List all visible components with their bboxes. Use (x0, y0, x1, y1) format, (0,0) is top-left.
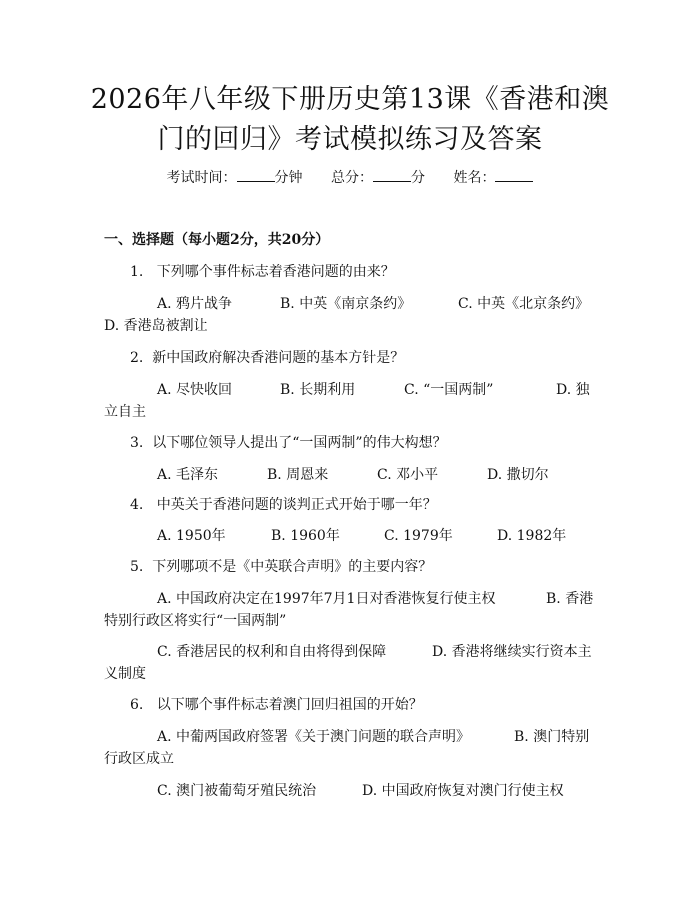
exam-meta (0, 168, 700, 188)
question-text: 下列哪个事件标志着香港问题的由来？ (156, 264, 395, 280)
q4-option-c: C. 1979年 (384, 528, 453, 544)
exam-time-blank[interactable] (237, 168, 275, 182)
q4-option-a: A. 1950年 (157, 528, 226, 544)
total-score-label: 总分： (331, 170, 373, 186)
q5-option-c: C. 香港居民的权利和自由将得到保障 (157, 644, 387, 660)
question-1 (130, 262, 395, 282)
q2-option-c: C. “一国两制” (404, 382, 494, 398)
q4-option-d: D. 1982年 (497, 528, 567, 544)
student-name-blank[interactable] (495, 168, 533, 182)
question-number: 3. (130, 435, 144, 451)
question-text: 以下哪个事件标志着澳门回归祖国的开始？ (156, 697, 423, 713)
q5-option-b: B. 香港 (546, 591, 594, 607)
q1-option-c: C. 中英《北京条约》 (458, 296, 590, 312)
q5-option-a: A. 中国政府决定在1997年7月1日对香港恢复行使主权 (157, 591, 496, 607)
question-3 (130, 433, 447, 453)
q3-option-b: B. 周恩来 (267, 467, 329, 483)
total-score-blank[interactable] (373, 168, 411, 182)
exam-time-unit: 分钟 (274, 170, 303, 186)
q5-option-d: D. 香港将继续实行资本主 (432, 644, 592, 660)
q2-option-d: D. 独 (556, 382, 590, 398)
q3-option-c: C. 邓小平 (377, 467, 439, 483)
question-5 (130, 557, 432, 577)
q2-option-b: B. 长期利用 (280, 382, 356, 398)
total-score-field (331, 170, 425, 186)
q1-option-b: B. 中英《南京条约》 (280, 296, 412, 312)
exam-time-field (167, 170, 303, 186)
q3-option-d: D. 撒切尔 (487, 467, 549, 483)
title-line-1: 2026年八年级下册历史第13课《香港和澳 (90, 84, 610, 115)
q6-option-b-continued: 行政区成立 (104, 751, 174, 767)
question-2 (130, 348, 404, 368)
question-text: 中英关于香港问题的谈判正式开始于哪一年？ (156, 497, 437, 513)
student-name-field (453, 170, 533, 186)
exam-time-label: 考试时间： (166, 170, 237, 186)
q3-option-a: A. 毛泽东 (157, 467, 219, 483)
document-title (60, 80, 640, 160)
q1-option-d: D. 香港岛被割让 (104, 318, 208, 334)
total-score-unit: 分 (411, 170, 425, 186)
question-number: 2. (130, 350, 144, 366)
question-4 (130, 495, 437, 515)
question-text: 下列哪项不是《中英联合声明》的主要内容？ (152, 559, 433, 575)
question-number: 5. (130, 559, 144, 575)
question-number: 4. (130, 497, 144, 513)
question-number: 6. (130, 697, 144, 713)
student-name-label: 姓名： (453, 170, 496, 186)
title-line-2: 门的回归》考试模拟练习及答案 (157, 124, 543, 155)
q4-option-b: B. 1960年 (271, 528, 340, 544)
section-heading-choice: 一、选择题（每小题2分，共20分） (104, 232, 330, 248)
question-text: 以下哪位领导人提出了“一国两制”的伟大构想？ (152, 435, 447, 451)
q5-option-b-continued: 特别行政区将实行“一国两制” (104, 613, 287, 629)
question-number: 1. (130, 264, 144, 280)
question-6 (130, 695, 423, 715)
q5-option-d-continued: 义制度 (104, 666, 146, 682)
q6-option-b: B. 澳门特别 (514, 729, 590, 745)
q6-option-a: A. 中葡两国政府签署《关于澳门问题的联合声明》 (157, 729, 471, 745)
q2-option-a: A. 尽快收回 (157, 382, 233, 398)
q2-option-d-continued: 立自主 (104, 404, 146, 420)
q6-option-c: C. 澳门被葡萄牙殖民统治 (157, 783, 317, 799)
question-text: 新中国政府解决香港问题的基本方针是？ (152, 350, 405, 366)
q6-option-d: D. 中国政府恢复对澳门行使主权 (362, 783, 564, 799)
q1-option-a: A. 鸦片战争 (157, 296, 233, 312)
